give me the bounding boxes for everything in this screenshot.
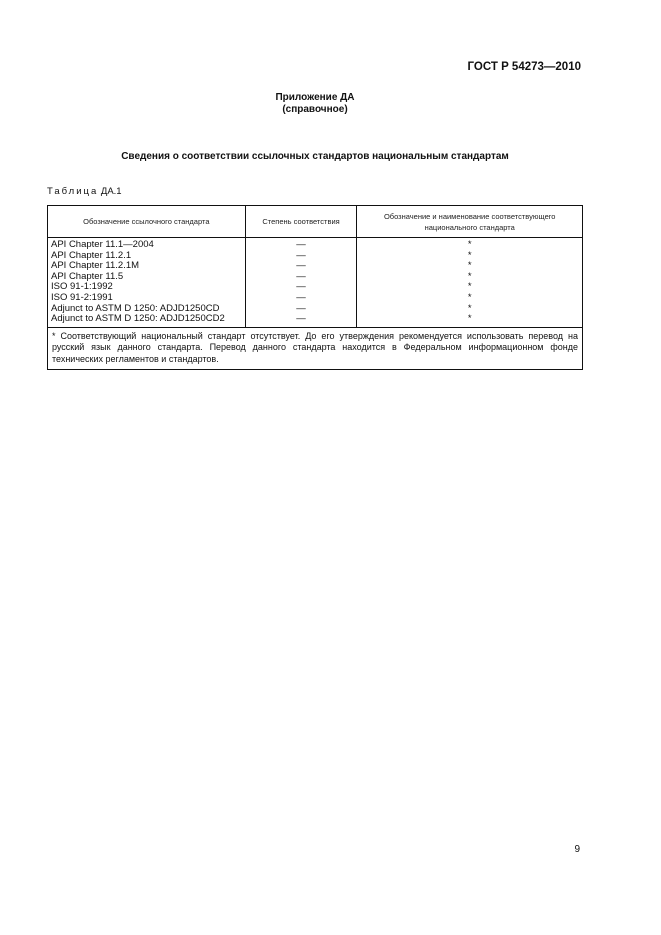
reference-standard-cell: ISO 91-1:1992 [48, 282, 246, 293]
annex-heading [0, 92, 630, 116]
table-row [48, 272, 583, 283]
reference-standard-cell: API Chapter 11.5 [48, 272, 246, 283]
annex-title: Приложение ДА [275, 92, 355, 103]
table-row [48, 314, 583, 327]
correspondence-cell: — [245, 314, 357, 327]
national-standard-cell: * [357, 272, 583, 283]
table-row [48, 282, 583, 293]
table-caption [47, 186, 122, 197]
section-title: Сведения о соответствии ссылочных стандартов национальным стандартам [121, 151, 509, 162]
reference-standard-cell: Adjunct to ASTM D 1250: ADJD1250CD2 [48, 314, 246, 327]
table-caption-word: Таблица [47, 186, 99, 197]
header-correspondence-degree: Степень соответствия [245, 206, 357, 238]
national-standard-cell: * [357, 251, 583, 262]
table-footnote: * Соответствующий национальный стандарт отсутствует. До его утверждения рекомендуется использовать перевод на русский язык данного стандарта. Перевод данного стандарта находится в Федеральном информационном фонде технических регламентов и стандартов. [48, 327, 583, 370]
correspondence-cell: — [245, 238, 357, 251]
correspondence-cell: — [245, 282, 357, 293]
correspondence-cell: — [245, 272, 357, 283]
correspondence-cell: — [245, 251, 357, 262]
reference-standard-cell: API Chapter 11.1—2004 [48, 238, 246, 251]
reference-standard-cell: API Chapter 11.2.1 [48, 251, 246, 262]
correspondence-table [47, 205, 583, 370]
reference-standard-cell: API Chapter 11.2.1M [48, 261, 246, 272]
table-caption-id: ДА.1 [100, 186, 122, 197]
page-number: 9 [574, 844, 580, 855]
reference-standard-cell: ISO 91-2:1991 [48, 293, 246, 304]
annex-subtitle: (справочное) [282, 104, 348, 115]
table-header-row [48, 206, 583, 238]
table-footnote-row [48, 327, 583, 370]
national-standard-cell: * [357, 314, 583, 327]
correspondence-cell: — [245, 304, 357, 315]
document-code: ГОСТ Р 54273—2010 [467, 61, 581, 73]
correspondence-cell: — [245, 261, 357, 272]
header-reference-standard: Обозначение ссылочного стандарта [48, 206, 246, 238]
national-standard-cell: * [357, 304, 583, 315]
header-national-standard: Обозначение и наименование соответствующего национального стандарта [357, 206, 583, 238]
correspondence-cell: — [245, 293, 357, 304]
reference-standard-cell: Adjunct to ASTM D 1250: ADJD1250CD [48, 304, 246, 315]
table-row [48, 238, 583, 251]
table-row [48, 293, 583, 304]
table-row [48, 261, 583, 272]
national-standard-cell: * [357, 293, 583, 304]
national-standard-cell: * [357, 261, 583, 272]
national-standard-cell: * [357, 282, 583, 293]
national-standard-cell: * [357, 238, 583, 251]
